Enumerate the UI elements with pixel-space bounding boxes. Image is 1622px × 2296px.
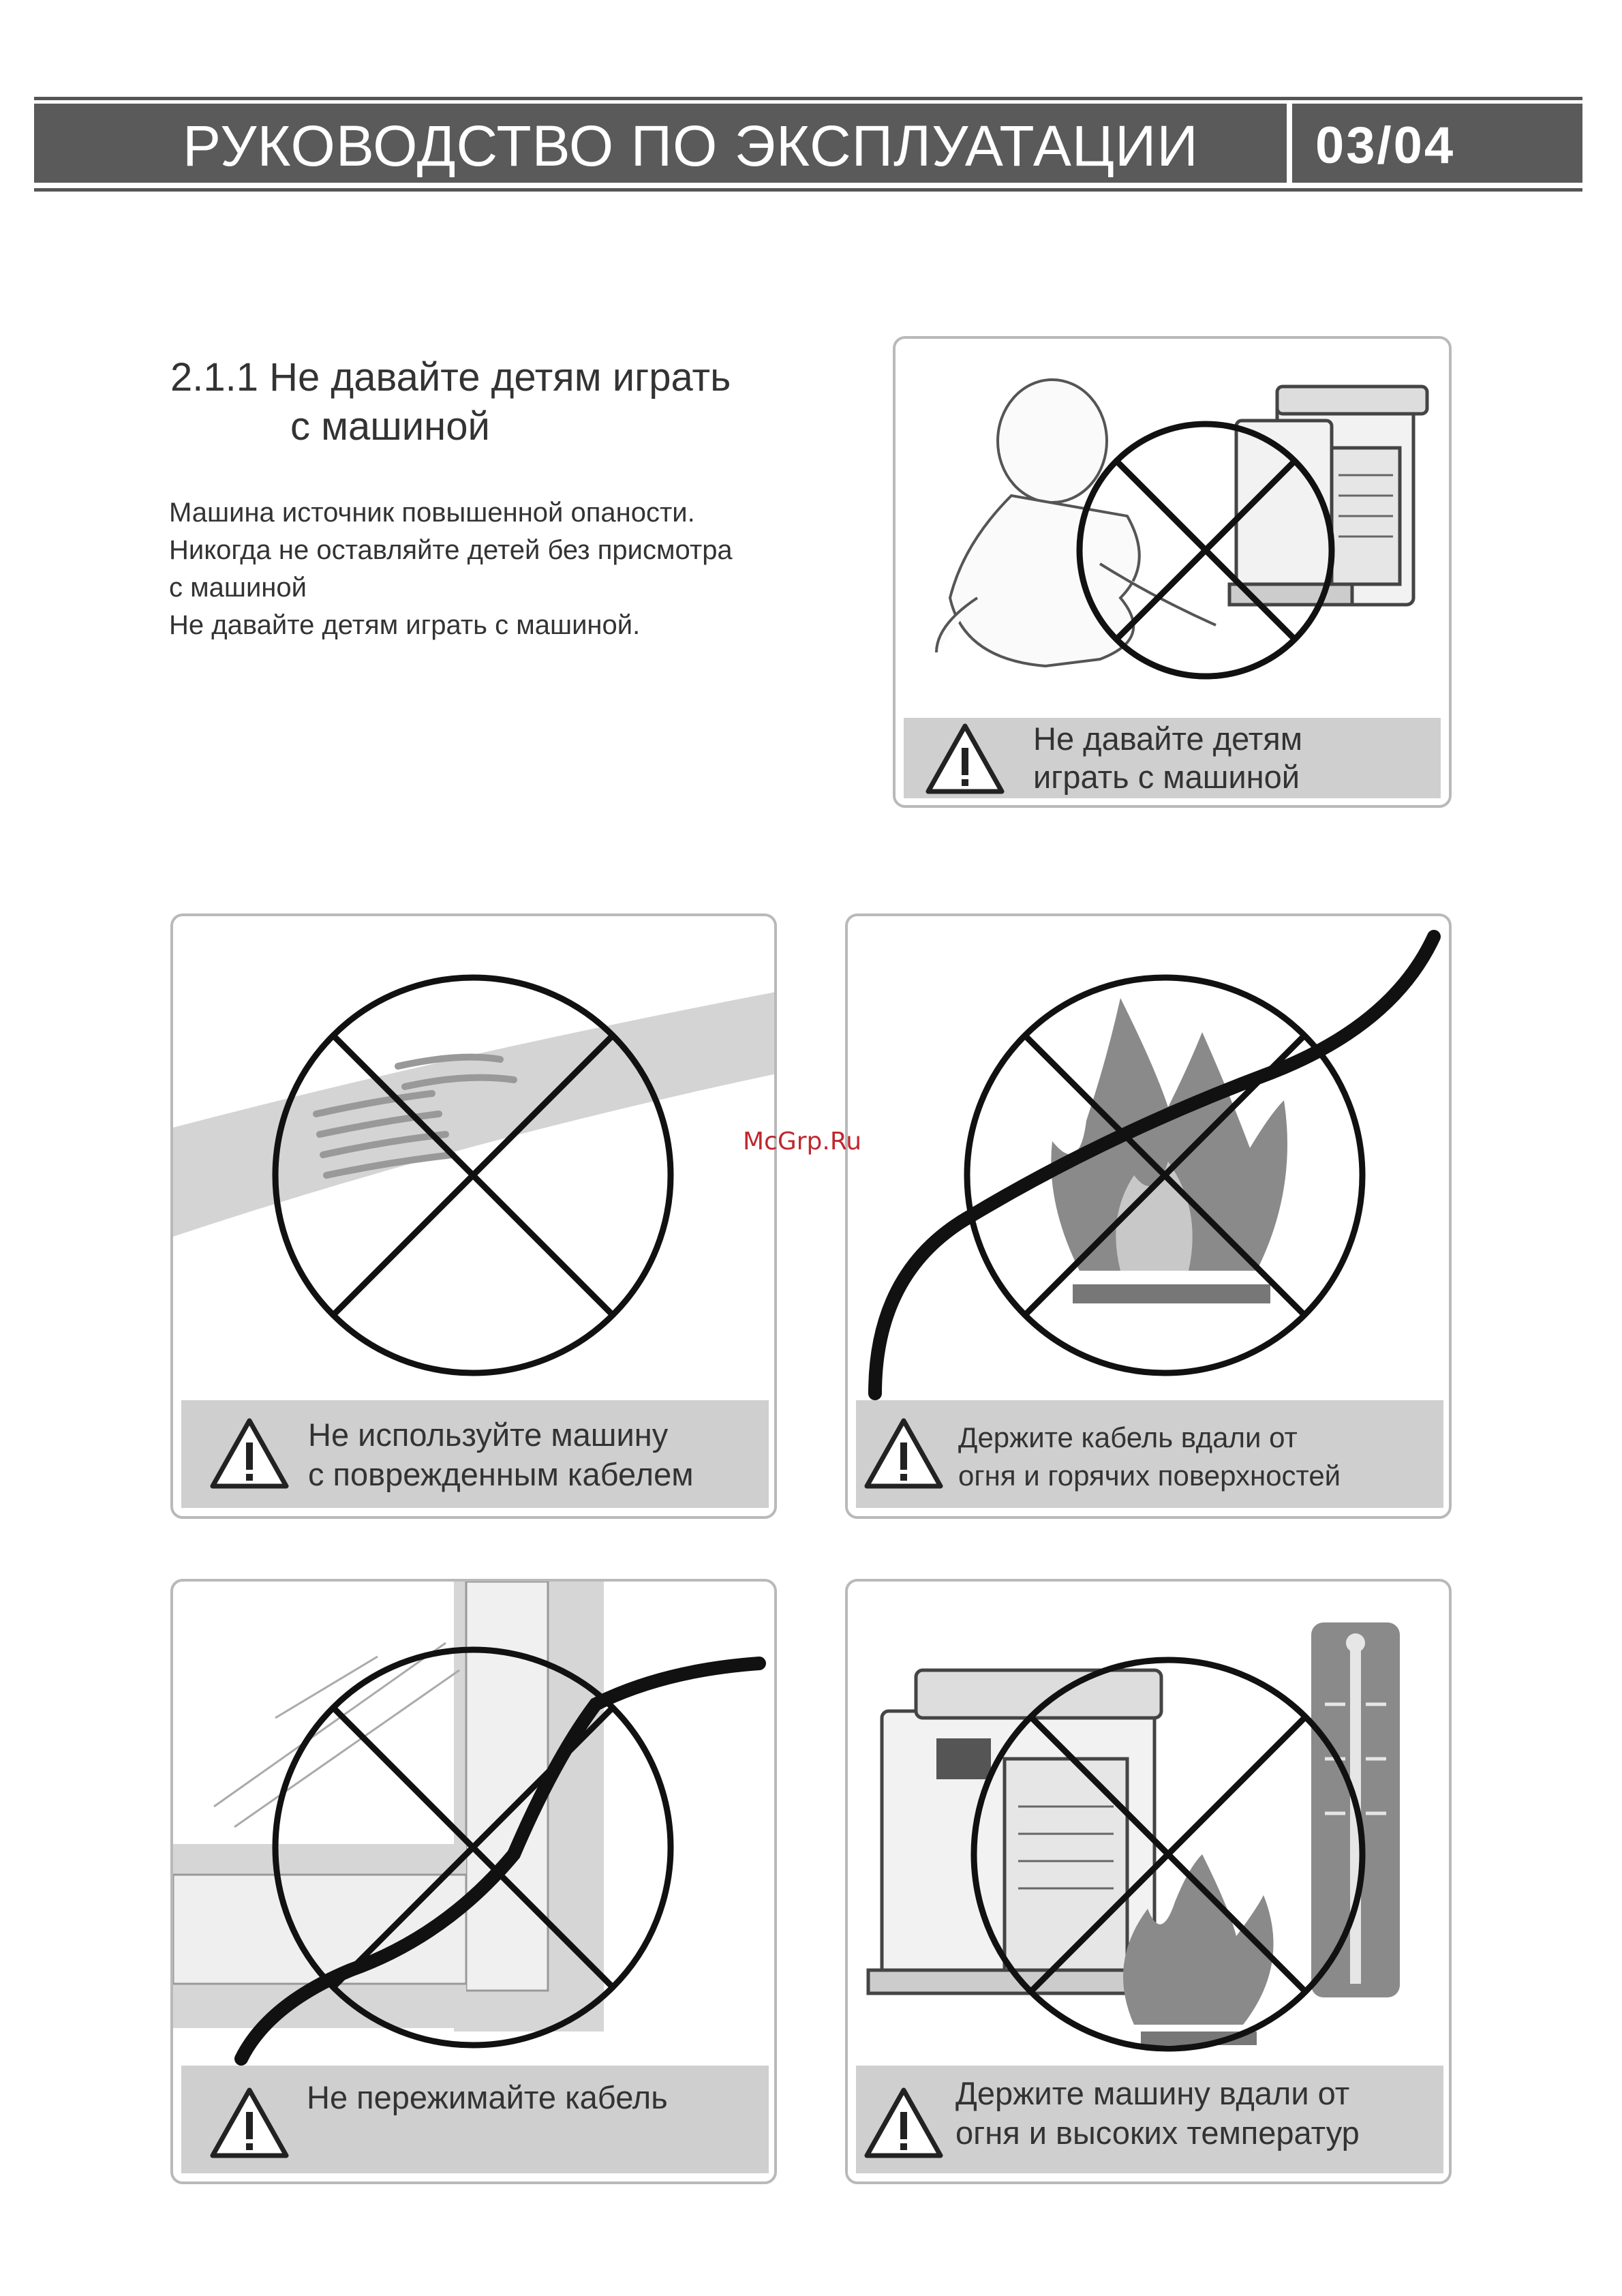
section-body	[169, 494, 898, 644]
caption-line2: с поврежденным кабелем	[308, 1456, 694, 1492]
page-title: РУКОВОДСТВО ПО ЭКСПЛУАТАЦИИ	[183, 114, 1199, 178]
cable-fire-illustration	[848, 916, 1452, 1434]
warning-triangle-icon	[209, 2086, 290, 2160]
warning-triangle-icon	[863, 2086, 945, 2160]
damaged-cable-illustration	[173, 916, 777, 1434]
pinch-cable-illustration	[173, 1582, 777, 2100]
panel-damaged-cable	[170, 913, 777, 1519]
panel-pinch-cable	[170, 1579, 777, 2184]
panel-caption	[181, 1400, 769, 1508]
child-and-machine-illustration	[896, 339, 1452, 721]
body-line: Никогда не оставляйте детей без присмотра	[169, 535, 733, 565]
caption-line2: играть с машиной	[1033, 759, 1300, 795]
body-line: Не давайте детям играть с машиной.	[169, 610, 641, 640]
panel-no-children	[893, 336, 1452, 808]
caption-line1: Держите машину вдали от	[955, 2075, 1350, 2111]
section-title	[170, 353, 852, 451]
caption-line1: Не давайте детям	[1033, 721, 1303, 757]
caption-line1: Держите кабель вдали от	[958, 1421, 1298, 1453]
prohibition-sign-icon	[967, 978, 1362, 1373]
section-title-line2: с машиной	[290, 404, 490, 449]
header-separator	[1287, 101, 1292, 188]
panel-caption	[904, 718, 1441, 798]
panel-cable-fire	[845, 913, 1452, 1519]
page-number: 03/04	[1315, 117, 1456, 175]
machine-heat-illustration	[848, 1582, 1452, 2100]
body-line: с машиной	[169, 573, 307, 603]
warning-triangle-icon	[863, 1417, 945, 1490]
caption-line1: Не используйте машину	[308, 1417, 669, 1453]
caption-line2: огня и горячих поверхностей	[958, 1460, 1341, 1492]
caption-line2: огня и высоких температур	[955, 2115, 1360, 2151]
panel-caption	[181, 2066, 769, 2173]
header-bottom-rule	[34, 188, 1582, 192]
warning-triangle-icon	[924, 722, 1006, 796]
panel-caption	[856, 2066, 1443, 2173]
panel-caption	[856, 1400, 1443, 1508]
caption-line1: Не пережимайте кабель	[307, 2079, 668, 2115]
warning-triangle-icon	[209, 1417, 290, 1490]
watermark: McGrp.Ru	[743, 1128, 862, 1155]
body-line: Машина источник повышенной опаности.	[169, 498, 695, 528]
section-title-line1: 2.1.1 Не давайте детям играть	[170, 355, 731, 399]
panel-machine-heat	[845, 1579, 1452, 2184]
header-top-rule	[34, 97, 1582, 100]
